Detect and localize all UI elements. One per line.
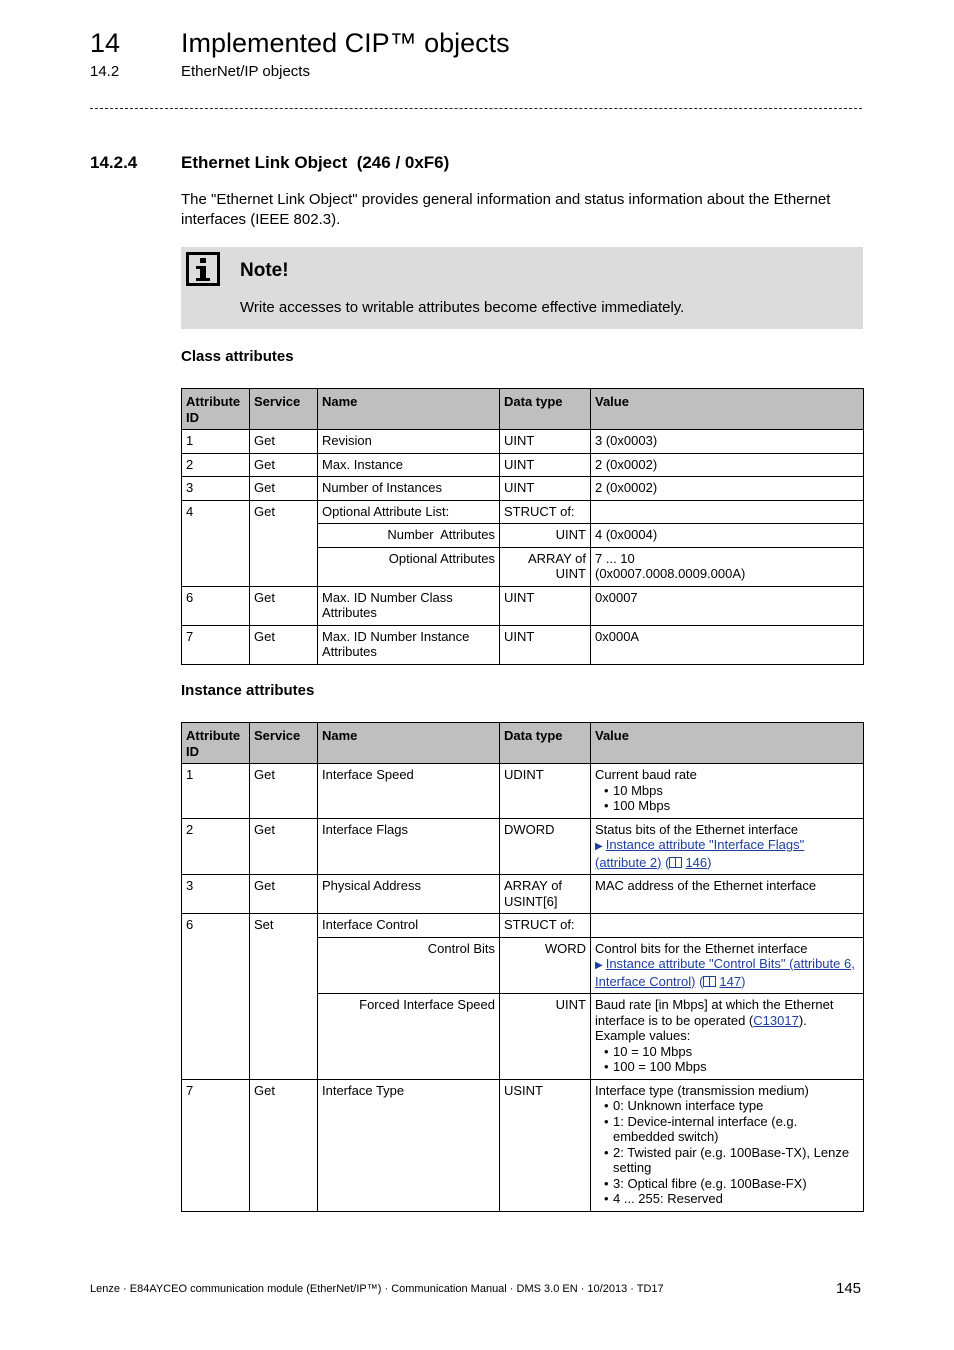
cell-type: UDINT [500,764,591,819]
cell-value: MAC address of the Ethernet interface [591,875,864,914]
table-row [182,914,864,938]
code-link[interactable]: C13017 [753,1012,799,1028]
intro-paragraph: The "Ethernet Link Object" provides general information and status information about the Ethernet interfaces (IEEE 802.3). [181,191,831,228]
table-row [182,625,864,664]
cell-type: UINT [500,994,591,1080]
list-item: • 100 = 100 Mbps [613,1059,859,1075]
cell-value: Control bits for the Ethernet interface ▶ Instance attribute "Control Bits" (attribute 6, Interface Control) ( 147) [591,937,864,994]
col-name: Name [318,389,500,430]
value-line: (0x0007.0008.0009.000A) [595,566,746,581]
cell-service: Get [250,500,318,586]
table-row [182,586,864,625]
col-data-type: Data type [500,723,591,764]
cell-value [591,1079,864,1211]
cell-name: Control Bits [318,937,500,994]
page-ref-number: 146 [685,854,708,870]
cell-id: 7 [182,625,250,664]
value-text: Status bits of the Ethernet interface [595,821,799,837]
cell-id: 4 [182,500,250,586]
col-service: Service [250,389,318,430]
table-row [182,1079,864,1211]
cell-value [591,547,864,586]
table-row [182,500,864,524]
cell-type: UINT [500,625,591,664]
list-item: • 100 Mbps [613,798,859,814]
cell-name: Optional Attribute List: [318,500,500,524]
cell-name: Number of Instances [318,477,500,501]
bullet-list [595,783,859,814]
value-text: ). [798,1012,807,1028]
cell-type: WORD [500,937,591,994]
cell-type: UINT [500,453,591,477]
cell-name: Forced Interface Speed [318,994,500,1080]
cell-value [591,914,864,938]
col-service: Service [250,723,318,764]
cell-id: 1 [182,430,250,454]
cell-id: 3 [182,875,250,914]
chapter-title: Implemented CIP™ objects [181,28,510,58]
cell-value: 2 (0x0002) [591,477,864,501]
cell-service: Get [250,477,318,501]
cell-value: 0x0007 [591,586,864,625]
col-name: Name [318,723,500,764]
page-ref-link[interactable] [703,974,741,989]
cell-id: 3 [182,477,250,501]
cell-service: Get [250,764,318,819]
instance-attributes-table [181,722,864,1212]
chapter-number: 14 [90,28,121,58]
note-box [181,247,863,329]
header-divider [90,108,862,109]
cell-service: Get [250,1079,318,1211]
type-line: ARRAY of [527,550,586,566]
list-item: • 3: Optical fibre (e.g. 100Base-FX) [613,1176,859,1192]
cell-value [591,764,864,819]
col-attribute-id: Attribute ID [182,389,250,430]
col-data-type: Data type [500,389,591,430]
cell-name: Max. ID Number Class Attributes [318,586,500,625]
list-item: • 10 = 10 Mbps [613,1044,859,1060]
info-icon [186,252,220,286]
col-value: Value [591,723,864,764]
table-row [182,875,864,914]
cell-name: Interface Type [318,1079,500,1211]
value-text: Current baud rate [595,767,697,782]
cell-type: UINT [500,430,591,454]
heading-number: 14.2.4 [90,153,138,172]
book-icon [669,857,682,868]
table-row [182,764,864,819]
cell-value: 2 (0x0002) [591,453,864,477]
cell-service: Get [250,453,318,477]
cell-type: UINT [500,477,591,501]
cell-type: ARRAY of USINT[6] [500,875,591,914]
cell-id: 2 [182,818,250,875]
cell-id: 6 [182,586,250,625]
note-title: Note! [240,260,289,281]
book-icon [703,976,716,987]
link-arrow-icon: ▶ [595,960,603,971]
list-item: • 1: Device-internal interface (e.g. embedded switch) [613,1114,859,1145]
cell-id: 6 [182,914,250,1080]
instance-attributes-heading: Instance attributes [181,682,315,699]
cell-type: STRUCT of: [500,914,591,938]
cell-value: 0x000A [591,625,864,664]
col-attribute-id: Attribute ID [182,723,250,764]
cell-name: Interface Flags [318,818,500,875]
section-title: EtherNet/IP objects [181,63,310,80]
value-text: Interface type (transmission medium) [595,1082,809,1098]
value-line: 7 ... 10 [595,550,635,566]
class-attributes-table [181,388,864,665]
cell-name: Optional Attributes [318,547,500,586]
cell-name: Max. Instance [318,453,500,477]
table-row [182,477,864,501]
cell-name: Interface Speed [318,764,500,819]
list-item: • 4 ... 255: Reserved [613,1191,859,1207]
table-header-row [182,723,864,764]
cell-name: Physical Address [318,875,500,914]
cell-type [500,547,591,586]
control-bits-link[interactable]: Instance attribute "Control Bits" (attribute 6, Interface Control) [595,956,855,989]
class-attributes-heading: Class attributes [181,348,294,365]
table-row [182,818,864,875]
cell-type: STRUCT of: [500,500,591,524]
page-ref-link[interactable] [669,855,707,870]
cell-type: DWORD [500,818,591,875]
cell-type: USINT [500,1079,591,1211]
cell-name: Interface Control [318,914,500,938]
link-arrow-icon: ▶ [595,841,603,852]
cell-value: 4 (0x0004) [591,524,864,548]
cell-service: Get [250,818,318,875]
list-item: • 2: Twisted pair (e.g. 100Base-TX), Lenze setting [613,1145,859,1176]
page-ref-number: 147 [719,973,742,989]
table-header-row [182,389,864,430]
cell-id: 7 [182,1079,250,1211]
cell-type: UINT [500,524,591,548]
bullet-list [595,1098,859,1207]
cell-value [591,994,864,1080]
cell-service: Get [250,586,318,625]
value-text: Baud rate [in Mbps] at which the Ethernet interface is to be operated ( [595,997,834,1028]
cell-service: Set [250,914,318,1080]
cell-name: Max. ID Number Instance Attributes [318,625,500,664]
cell-service: Get [250,430,318,454]
heading-title: Ethernet Link Object (246 / 0xF6) [181,153,450,172]
type-line: UINT [555,566,586,581]
col-value: Value [591,389,864,430]
cell-id: 1 [182,764,250,819]
list-item: • 10 Mbps [613,783,859,799]
interface-flags-link[interactable]: Instance attribute "Interface Flags" (attribute 2) [595,837,805,870]
cell-value [591,500,864,524]
cell-type: UINT [500,586,591,625]
table-row [182,430,864,454]
list-item: • 0: Unknown interface type [613,1098,859,1114]
cell-value: 3 (0x0003) [591,430,864,454]
section-number: 14.2 [90,63,120,80]
cell-service: Get [250,875,318,914]
page-number: 145 [836,1280,862,1297]
note-text: Write accesses to writable attributes become effective immediately. [240,299,685,316]
value-text: Example values: [595,1028,691,1043]
cell-value: Status bits of the Ethernet interface ▶ Instance attribute "Interface Flags" (attribute 2) ( 146) [591,818,864,875]
bullet-list [595,1044,859,1075]
table-row [182,453,864,477]
value-text: Control bits for the Ethernet interface [595,940,808,956]
cell-id: 2 [182,453,250,477]
cell-service: Get [250,625,318,664]
cell-name: Number Attributes [318,524,500,548]
cell-name: Revision [318,430,500,454]
footer-text: Lenze · E84AYCEO communication module (EtherNet/IP™) · Communication Manual · DMS 3.0 EN · 10/2013 · TD17 [90,1283,664,1295]
